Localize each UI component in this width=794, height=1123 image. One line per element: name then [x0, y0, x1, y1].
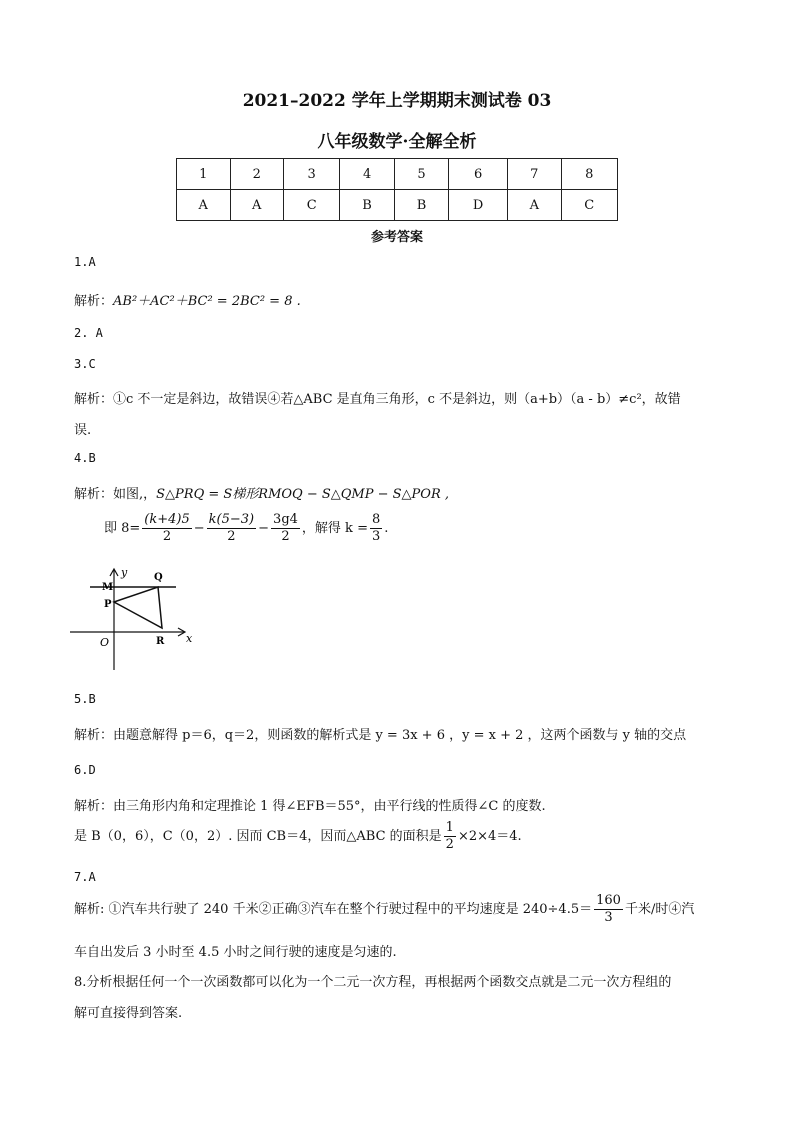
q1-formula: AB²＋AC²＋BC² = 2BC² = 8 .: [113, 294, 301, 309]
q6-fraction: $\frac{1}{2}$: [445, 820, 454, 852]
answer-table-answer-row: [177, 190, 618, 221]
q1-label: 1.A: [74, 255, 96, 269]
q7-line1-suffix: 千米/时④汽: [624, 902, 695, 917]
answer-number: 3: [284, 159, 340, 190]
q4-prefix: 解析：如图,，: [74, 487, 157, 502]
answer-choice: A: [230, 190, 284, 221]
document-subtitle: 八年级数学·全解全析: [317, 132, 477, 152]
q4-equation-prefix: 即 8=: [104, 521, 141, 536]
q1-explanation: [74, 290, 301, 309]
answer-table-caption: 参考答案: [370, 230, 423, 245]
q4-area-formula: S△PRQ = S梯形RMOQ − S△QMP − S△POR ,: [156, 487, 450, 502]
answer-choice: A: [508, 190, 562, 221]
figure-label-p: P: [104, 599, 112, 610]
figure-label-r: R: [156, 636, 165, 647]
answer-number: 8: [561, 159, 617, 190]
q4-label: 4.B: [74, 451, 96, 465]
q4-fraction-3: $\frac{3g4}{2}$: [273, 512, 298, 544]
q6-explanation-line1: 解析：由三角形内角和定理推论 1 得∠EFB＝55°，由平行线的性质得∠C 的度数.: [74, 799, 546, 814]
q4-solve-text: ，解得 k =: [301, 521, 368, 536]
q3-explanation-line1: 解析：①c 不一定是斜边，故错误④若△ABC 是直角三角形，c 不是斜边，则（a+b）（a - b）≠c²，故错: [74, 392, 681, 407]
q8-line1: 8.分析根据任何一个一次函数都可以化为一个二元一次方程，再根据两个函数交点就是二元一次方程组的: [74, 975, 672, 990]
q6-label: 6.D: [74, 763, 96, 777]
answer-choice: C: [284, 190, 340, 221]
q4-fraction-2: $\frac{k(5-3)}{2}$: [208, 512, 255, 544]
q2-label: 2. A: [74, 326, 103, 340]
answer-number: 1: [177, 159, 231, 190]
answer-number: 7: [508, 159, 562, 190]
q4-explanation-line1: [74, 483, 449, 502]
q7-line1-prefix: 解析: ①汽车共行驶了 240 千米②正确③汽车在整个行驶过程中的平均速度是 240÷4.5＝: [74, 902, 593, 917]
q4-coordinate-figure: [66, 562, 196, 674]
figure-label-q: Q: [154, 572, 163, 583]
q8-line2: 解可直接得到答案.: [74, 1006, 183, 1021]
figure-label-y: y: [121, 566, 128, 579]
figure-label-o: O: [100, 636, 110, 649]
q7-fraction: $\frac{160}{3}$: [596, 893, 621, 925]
answer-number: 4: [340, 159, 394, 190]
q6-line2-suffix: ×2×4＝4.: [457, 829, 522, 844]
q5-label: 5.B: [74, 692, 96, 706]
answer-table-number-row: [177, 159, 618, 190]
answer-choice: A: [177, 190, 231, 221]
answer-number: 6: [449, 159, 508, 190]
q6-explanation-line2: [74, 820, 522, 853]
q4-result-fraction: $\frac{8}{3}$: [371, 512, 381, 544]
triangle-pqr: [114, 587, 162, 628]
answer-choice: B: [340, 190, 394, 221]
answer-number: 2: [230, 159, 284, 190]
answer-choice: D: [449, 190, 508, 221]
q5-explanation: 解析：由题意解得 p＝6，q＝2，则函数的解析式是 y = 3x + 6 ，y = x + 2 ，这两个函数与 y 轴的交点: [74, 728, 687, 743]
q7-explanation-line1: [74, 893, 694, 926]
document-title: 2021–2022 学年上学期期末测试卷 03: [242, 91, 552, 111]
q4-fraction-1: $\frac{(k+4)5}{2}$: [144, 512, 190, 544]
q7-explanation-line2: 车自出发后 3 小时至 4.5 小时之间行驶的速度是匀速的.: [74, 945, 397, 960]
q6-line2-prefix: 是 B（0，6），C（0，2）. 因而 CB＝4，因而△ABC 的面积是: [74, 829, 442, 844]
answer-table: [176, 158, 618, 221]
answer-choice: B: [394, 190, 448, 221]
q1-prefix: 解析：: [74, 294, 114, 309]
figure-label-x: x: [186, 632, 193, 645]
answer-choice: C: [561, 190, 617, 221]
q3-label: 3.C: [74, 357, 96, 371]
q4-explanation-line2: 即 8= $\frac{(k+4)5}{2}$ − $\frac{k(5-3)}{2}$ − $\frac{3g4}{2}$ ，解得 k = $\frac{8}{3}$ .: [104, 512, 389, 544]
q7-label: 7.A: [74, 870, 96, 884]
answer-number: 5: [394, 159, 448, 190]
figure-label-m: M: [102, 582, 114, 593]
q3-explanation-line2: 误.: [74, 423, 92, 438]
